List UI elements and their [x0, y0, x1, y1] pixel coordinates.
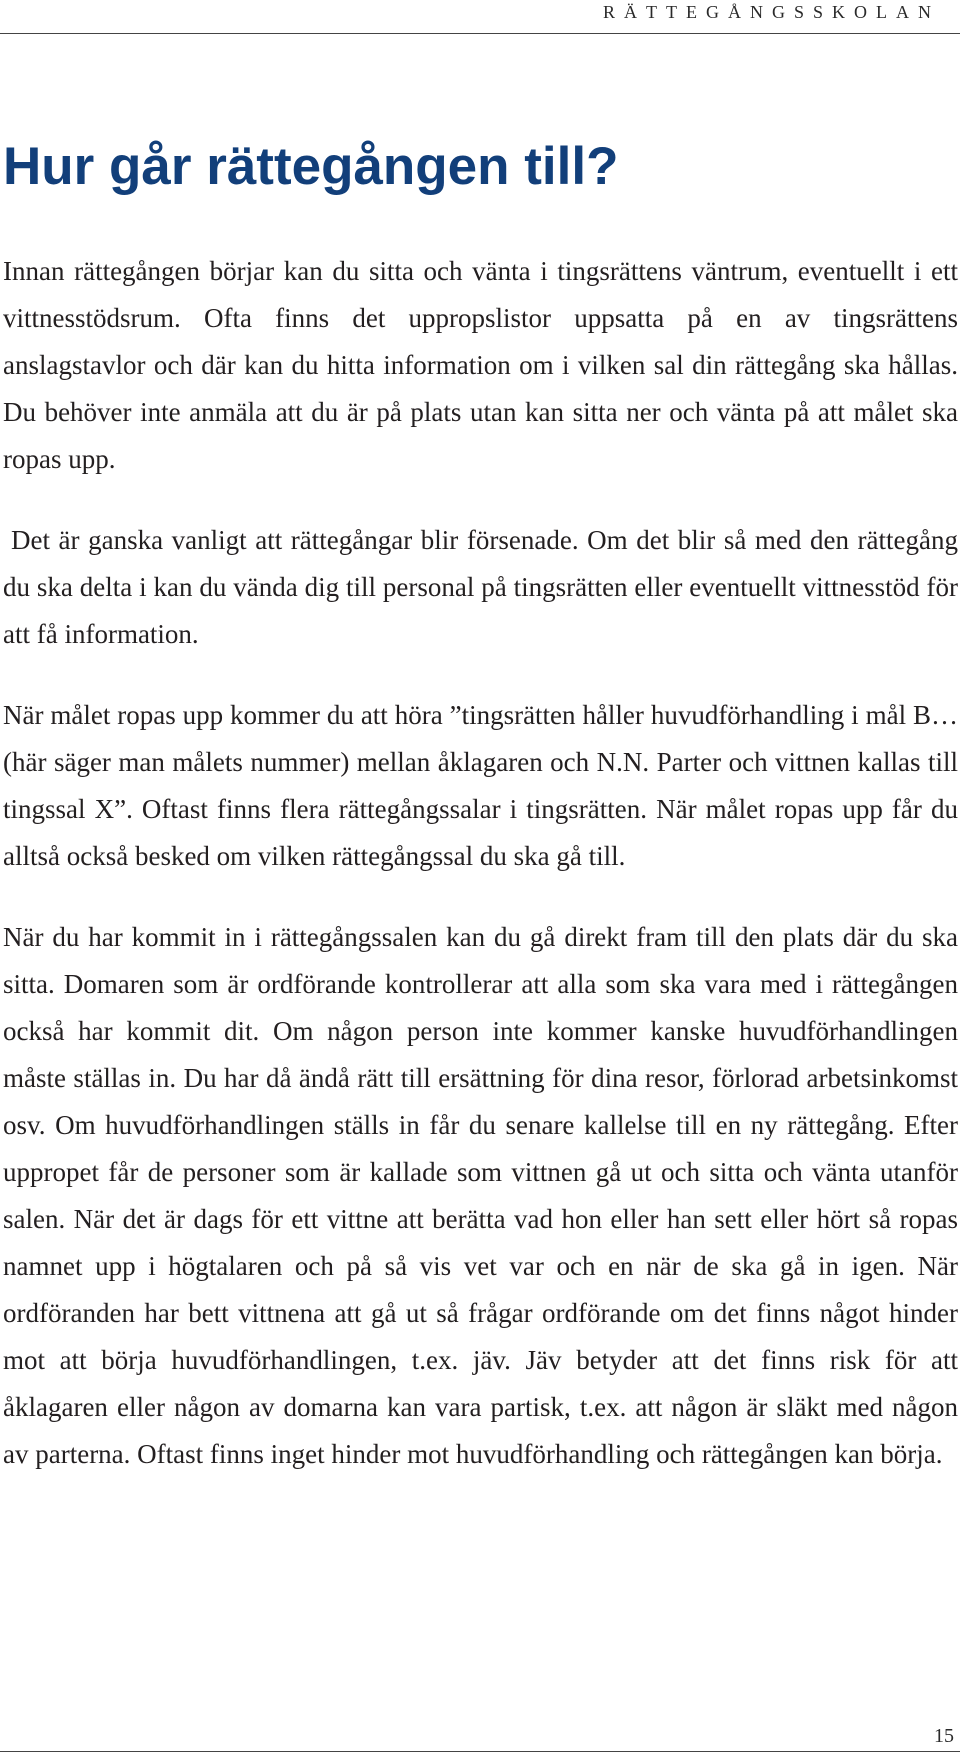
footer-divider [0, 1751, 960, 1752]
page-title: Hur går rättegången till? [3, 137, 619, 196]
paragraph-courtroom: När du har kommit in i rättegångssalen kan du gå direkt fram till den plats där du ska sitta. Domaren som är ordförande kontrollerar att alla som ska vara med i rättegången också har kommit dit. Om någon person inte kommer kanske huvudförhandlingen måste ställas in. Du har då ändå rätt till ersättning för dina resor, förlorad arbetsinkomst osv. Om huvudförhandlingen ställs in får du senare kallelse till en ny rättegång. Efter uppropet får de personer som är kallade som vittnen gå ut och sitta och vänta utanför salen. När det är dags för ett vittne att berätta vad hon eller han sett eller hört så ropas namnet upp i högtalaren och på så vis vet var och en när de ska gå in igen. När ordföranden har bett vittnena att gå ut så frågar ordförande om det finns något hinder mot att börja huvudförhandlingen, t.ex. jäv. Jäv betyder att det finns risk för att åklagaren eller någon av domarna kan vara partisk, t.ex. att någon är släkt med någon av parterna. Oftast finns inget hinder mot huvudförhandling och rättegången kan börja. [3, 922, 958, 1469]
page-number: 15 [934, 1725, 954, 1747]
body-text [3, 248, 958, 1512]
running-header: RÄTTEGÅNGSSKOLAN [603, 2, 940, 22]
paragraph-case-called: När målet ropas upp kommer du att höra ”tingsrätten håller huvudförhandling i mål B… (här säger man målets nummer) mellan åklagaren och N.N. Parter och vittnen kallas till tingssal X”. Oftast finns flera rättegångssalar i tingsrätten. När målet ropas upp får du alltså också besked om vilken rättegångssal du ska gå till. [3, 700, 958, 871]
paragraph-waiting-room: Innan rättegången börjar kan du sitta och vänta i tingsrättens väntrum, eventuellt i ett vittnesstödsrum. Ofta finns det uppropslistor uppsatta på en av tingsrättens anslagstavlor och där kan du hitta information om i vilken sal din rättegång ska hållas. Du behöver inte anmäla att du är på plats utan kan sitta ner och vänta på att målet ska ropas upp. [3, 256, 958, 474]
paragraph-delays: Det är ganska vanligt att rättegångar blir försenade. Om det blir så med den rättegång du ska delta i kan du vända dig till personal på tingsrätten eller eventuellt vittnesstöd för att få information. [3, 525, 958, 649]
header-divider [0, 33, 960, 34]
